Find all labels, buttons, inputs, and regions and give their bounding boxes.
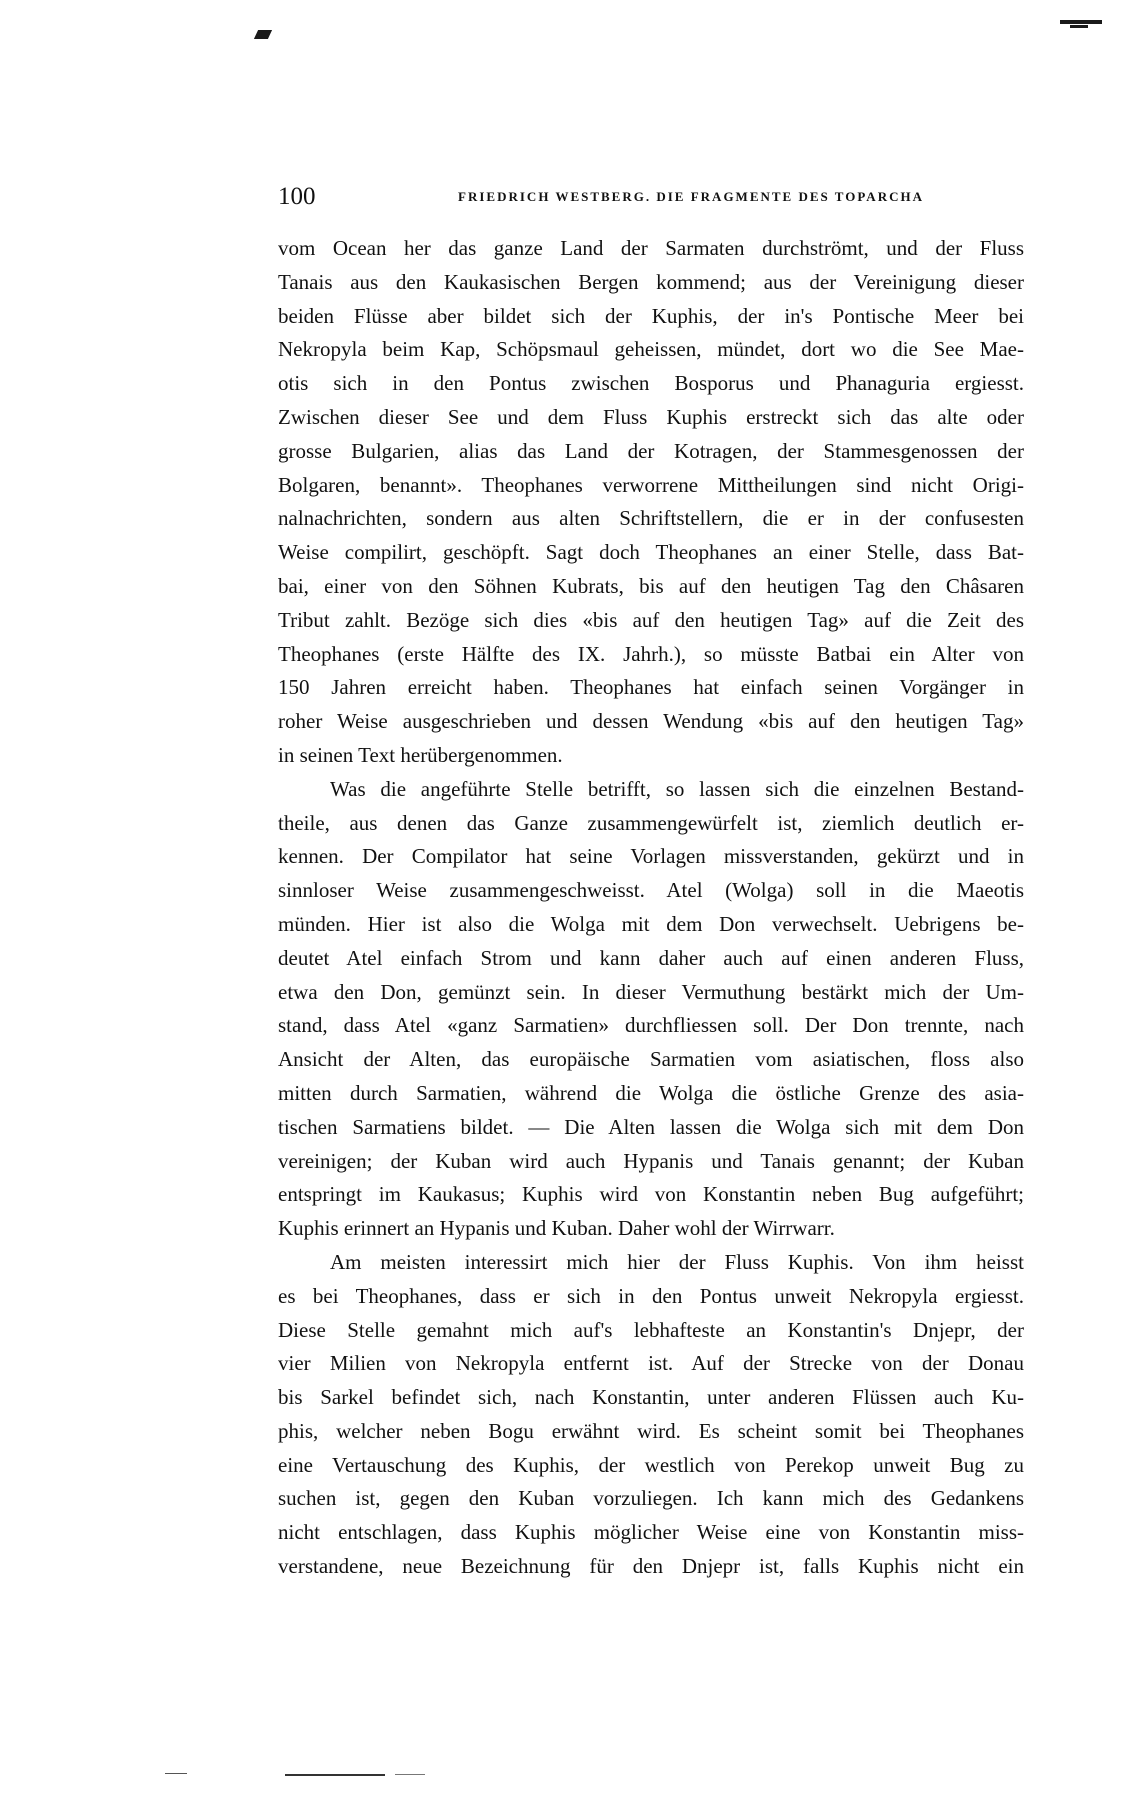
text-line: bai, einer von den Söhnen Kubrats, bis auf den heutigen Tag den Châsaren [278,573,1024,598]
paragraph [278,773,1024,1246]
running-head [278,182,1024,212]
text-line: münden. Hier ist also die Wolga mit dem Don verwechselt. Uebrigens be- [278,911,1024,936]
text-line: Was die angeführte Stelle betrifft, so lassen sich die einzelnen Bestand- [330,776,1024,801]
text-line: roher Weise ausgeschrieben und dessen Wendung «bis auf den heutigen Tag» [278,709,1024,734]
text-line: in seinen Text herübergenommen. [278,742,563,767]
page-number: 100 [278,183,316,210]
text-line: vom Ocean her das ganze Land der Sarmaten durchströmt, und der Fluss [278,236,1024,260]
paragraph [278,1246,1024,1584]
text-line: Bolgaren, benannt». Theophanes verworrene Mittheilungen sind nicht Origi- [278,472,1024,497]
text-line: grosse Bulgarien, alias das Land der Kotragen, der Stammesgenossen der [278,438,1024,463]
text-line: Nekropyla beim Kap, Schöpsmaul geheissen, mündet, dort wo die See Mae- [278,337,1024,362]
text-line: eine Vertauschung des Kuphis, der westlich von Perekop unweit Bug zu [278,1452,1024,1477]
text-line: Am meisten interessirt mich hier der Fluss Kuphis. Von ihm heisst [330,1249,1024,1274]
scan-mark-top-left [254,30,272,39]
text-line: Tribut zahlt. Bezöge sich dies «bis auf den heutigen Tag» auf die Zeit des [278,607,1024,632]
text-line: etwa den Don, gemünzt sein. In dieser Vermuthung bestärkt mich der Um- [278,979,1024,1004]
text-line: vereinigen; der Kuban wird auch Hypanis und Tanais genannt; der Kuban [278,1148,1024,1173]
text-line: nalnachrichten, sondern aus alten Schriftstellern, die er in der confusesten [278,506,1024,531]
text-line: es bei Theophanes, dass er sich in den Pontus unweit Nekropyla ergiesst. [278,1283,1024,1308]
text-line: kennen. Der Compilator hat seine Vorlagen missverstanden, gekürzt und in [278,844,1024,869]
text-line: vier Milien von Nekropyla entfernt ist. Auf der Strecke von der Donau [278,1351,1024,1376]
text-line: beiden Flüsse aber bildet sich der Kuphis, der in's Pontische Meer bei [278,303,1024,328]
text-line: sinnloser Weise zusammengeschweisst. Atel (Wolga) soll in die Maeotis [278,878,1024,903]
text-line: Theophanes (erste Hälfte des IX. Jahrh.), so müsste Batbai ein Alter von [278,641,1024,666]
scan-mark-bottom-rule-tail [395,1774,425,1775]
paragraph [278,232,1024,773]
text-line: theile, aus denen das Ganze zusammengewürfelt ist, ziemlich deutlich er- [278,810,1024,835]
text-line: 150 Jahren erreicht haben. Theophanes hat einfach seinen Vorgänger in [278,675,1024,700]
text-line: entspringt im Kaukasus; Kuphis wird von Konstantin neben Bug aufgeführt; [278,1182,1024,1207]
text-line: verstandene, neue Bezeichnung für den Dnjepr ist, falls Kuphis nicht ein [278,1554,1024,1579]
text-line: nicht entschlagen, dass Kuphis möglicher Weise eine von Konstantin miss- [278,1520,1024,1545]
text-line: Ansicht der Alten, das europäische Sarmatien vom asiatischen, floss also [278,1047,1024,1072]
text-line: phis, welcher neben Bogu erwähnt wird. Es scheint somit bei Theophanes [278,1418,1024,1443]
text-line: Kuphis erinnert an Hypanis und Kuban. Daher wohl der Wirrwarr. [278,1216,835,1241]
text-line: Diese Stelle gemahnt mich auf's lebhafteste an Konstantin's Dnjepr, der [278,1317,1024,1342]
text-line: deutet Atel einfach Strom und kann daher auch auf einen anderen Fluss, [278,945,1024,970]
scan-mark-bottom-rule [285,1774,385,1776]
body-text [278,232,1024,1584]
scan-mark-bottom-left [165,1773,187,1774]
header-title: FRIEDRICH WESTBERG. DIE FRAGMENTE DES TOPARCHA [458,189,924,204]
text-line: Weise compilirt, geschöpft. Sagt doch Theophanes an einer Stelle, dass Bat- [278,540,1024,565]
text-line: tischen Sarmatiens bildet. — Die Alten lassen die Wolga sich mit dem Don [278,1114,1024,1139]
scan-mark-top-right [1060,20,1102,24]
text-line: mitten durch Sarmatien, während die Wolga die östliche Grenze des asia- [278,1080,1024,1105]
text-line: suchen ist, gegen den Kuban vorzuliegen. Ich kann mich des Gedankens [278,1486,1024,1511]
text-line: otis sich in den Pontus zwischen Bosporus und Phanaguria ergiesst. [278,371,1024,396]
text-line: bis Sarkel befindet sich, nach Konstantin, unter anderen Flüssen auch Ku- [278,1385,1024,1410]
text-line: Tanais aus den Kaukasischen Bergen kommend; aus der Vereinigung dieser [278,269,1024,294]
text-line: stand, dass Atel «ganz Sarmatien» durchfliessen soll. Der Don trennte, nach [278,1013,1024,1038]
text-line: Zwischen dieser See und dem Fluss Kuphis erstreckt sich das alte oder [278,404,1024,429]
scan-mark-top-right-small [1070,25,1088,28]
